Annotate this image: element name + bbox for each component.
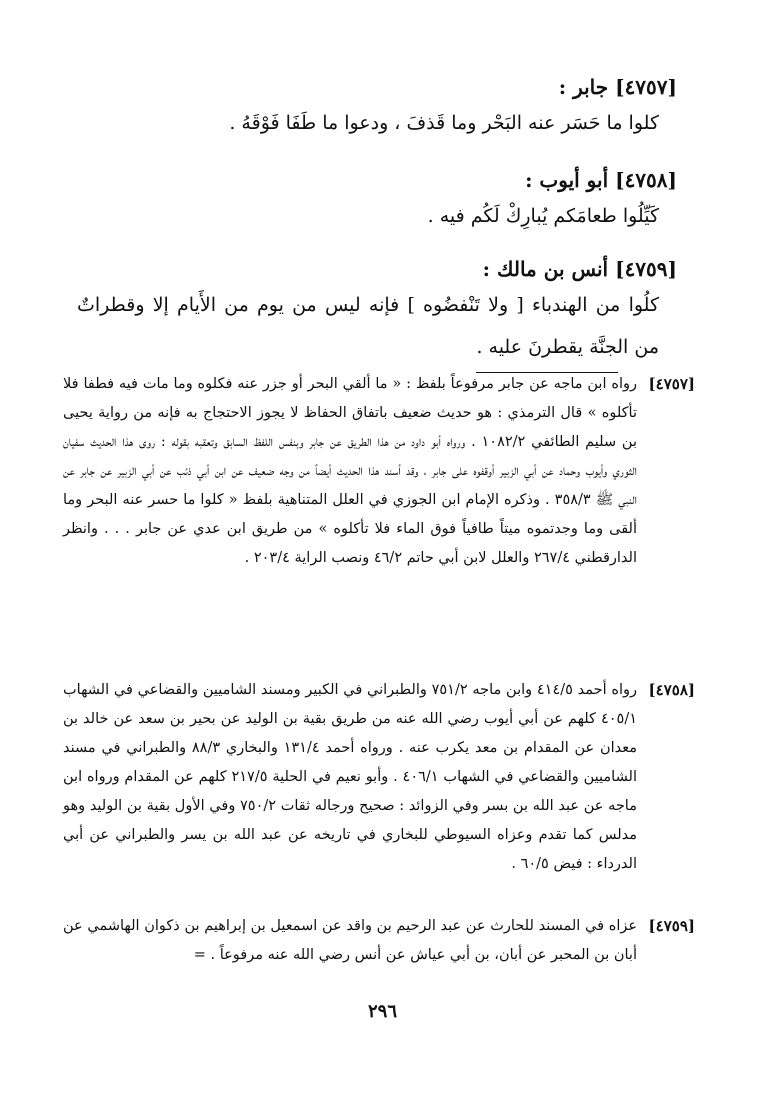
footnote-text: رواه أحمد ٤١٤/٥ وابن ماجه ٧٥١/٢ والطبراني في الكبير ومسند الشاميين والقضاعي في الشهاب ٤٠٥/١ كلهم عن أبي أيوب رضي الله عنه من طريق بقية بن الوليد عن بحير بن سعد عن خالد بن معدان عن المقدام بن معد يكرب عنه . ورواه أحمد ١٣١/٤ والبخاري ٨٨/٣ والطبراني في مسند الشاميين والقضاعي في الشهاب ٤٠٦/١ . وأبو نعيم في الحلية ٢١٧/٥ كلهم عن المقدام ورواه ابن ماجه عن عبد الله بن بسر وفي الزوائد : صحيح ورجاله ثقات ٧٥٠/٢ وفي الأول بقية بن الوليد وهو مدلس كما تقدم وعزاه السيوطي للبخاري في تاريخه عن عبد الله بن يسر والطبراني عن أبي الدرداء : فيض ٦٠/٥ . — [63, 682, 637, 872]
hadith-heading — [77, 254, 677, 284]
hadith-number: [٤٧٥٧] — [615, 75, 677, 99]
footnote-text: رواه ابن ماجه عن جابر مرفوعاً بلفظ : « ما ألقي البحر أو جزر عنه فكلوه وما مات فيه فطفا فلا تأكلوه » قال الترمذي : هو حديث ضعيف باتفاق الحفاظ لا يجوز الاحتجاج به فإنه من رواية يحيى بن سليم الطائفي ١٠٨٢/٢ . ورواه أبو داود من هذا الطريق عن جابر وبنفس اللفظ السابق وتعقبه بقوله : روى هذا الحديث سفيان الثوري وأيوب وحماد عن أبي الزبير أوقفوه على جابر ، وقد أسند هذا الحديث أيضاً من وجه ضعيف عن ابن أبي ذئب عن أبي الزبير عن جابر عن النبي ﷺ ٣٥٨/٣ . وذكره الإمام ابن الجوزي في العلل المتناهية بلفظ « كلوا ما حسر عنه البحر وما ألقى وما وجدتموه ميتاً طافياً فوق الماء فلا تأكلوه » من طريق ابن عدي عن جابر . . . وانظر الدارقطني ٢٦٧/٤ والعلل لابن أبي حاتم ٤٦/٢ ونصب الراية ٢٠٣/٤ . — [63, 376, 638, 566]
footnote-4759 — [63, 912, 695, 970]
hadith-text: كلُوا من الهندباء [ ولا تَنْفضُوه ] فإنه ليس من يوم من الأَيام إلا وقطراتٌ من الجنَّة يقطرنَ عليه . — [77, 294, 659, 358]
hadith-entry-4757 — [77, 72, 677, 144]
hadith-text: كلوا ما حَسَر عنه البَحْر وما قَذفَ ، ودعوا ما طَفَا فَوْقَهُ . — [229, 112, 659, 134]
hadith-narrator: أبو أيوب : — [525, 168, 609, 192]
hadith-heading — [77, 165, 677, 195]
hadith-narrator: أنس بن مالك : — [482, 257, 609, 281]
hadith-entry-4759 — [77, 254, 677, 368]
footnote-4758 — [63, 676, 695, 879]
hadith-number: [٤٧٥٩] — [615, 257, 677, 281]
footnote-text: عزاه في المسند للحارث عن عبد الرحيم بن واقد عن اسمعيل بن إبراهيم بن ذكوان الهاشمي عن أبان بن المحبر عن أبان، بن أبي عياش عن أنس رضي الله عنه مرفوعاً . = — [63, 918, 637, 963]
footnote-number: [٤٧٥٧] — [648, 375, 695, 393]
hadith-heading — [77, 72, 677, 102]
footnote-number: [٤٧٥٨] — [648, 681, 695, 699]
footnote-number: [٤٧٥٩] — [648, 917, 695, 935]
hadith-narrator: جابر : — [558, 75, 609, 99]
hadith-number: [٤٧٥٨] — [615, 168, 677, 192]
hadith-text: كَيِّلُوا طعامَكم يُبارِكْ لَكُم فيه . — [427, 205, 659, 227]
hadith-entry-4758 — [77, 165, 677, 237]
footnote-4757 — [63, 370, 695, 573]
page-number: ٢٩٦ — [367, 1001, 397, 1022]
